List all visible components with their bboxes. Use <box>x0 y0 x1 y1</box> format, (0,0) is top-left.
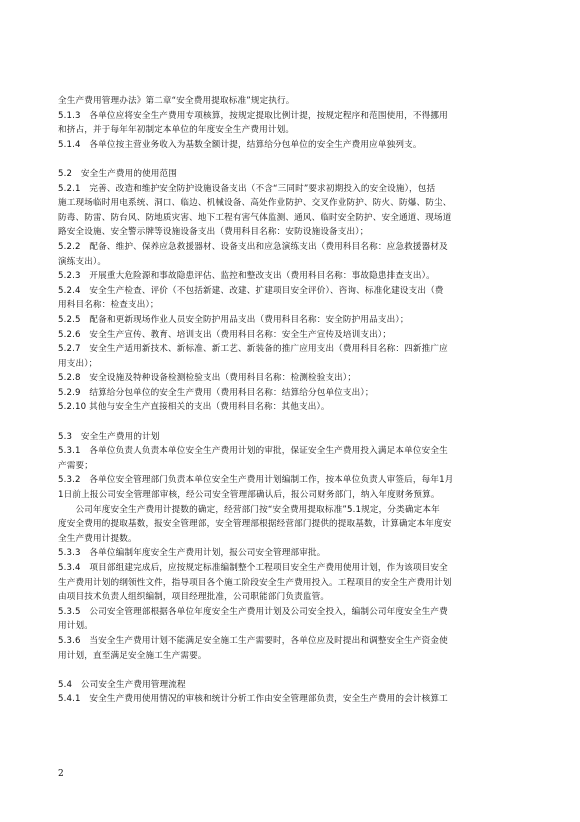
clause-5-3-2-line-1: 5.3.2 各单位安全管理部门负责本单位安全生产费用计划编制工作，按本单位负责人审签后，每年1月 <box>58 475 454 486</box>
clause-5-1-3-line-2: 和挤占，并于每年年初制定本单位的年度安全生产费用计划。 <box>58 125 295 136</box>
clause-5-3-4-line-1: 5.3.4 项目部组建完成后，应按规定标准编制整个工程项目安全生产费用使用计划，作为该项目安全 <box>58 563 448 573</box>
paragraph-spacer <box>58 415 528 430</box>
clause-5-3-4-line-2: 生产费用计划的纲领性文件，指导项目各个施工阶段安全生产费用投入。工程项目的安全生产费用计划 <box>58 577 452 588</box>
budget-paragraph-line-3: 全生产费用计提数。 <box>58 533 137 544</box>
clause-5-2-7-line-2: 用支出）； <box>58 358 98 369</box>
clause-5-2-6: 5.2.6 安全生产宣传、教育、培训支出（费用科目名称：安全生产宣传及培训支出）； <box>58 329 392 340</box>
clause-5-1-3-line-1: 5.1.3 各单位应将安全生产费用专项核算，按规定提取比例计提，按规定程序和范围使用，不得挪用 <box>58 110 448 121</box>
clause-5-2-1-line-2: 施工现场临时用电系统、洞口、临边、机械设备、高处作业防护、交叉作业防护、防火、防爆、防尘、 <box>58 198 452 209</box>
clause-5-2-7-line-1: 5.2.7 安全生产适用新技术、新标准、新工艺、新装备的推广应用支出（费用科目名称：四新推广应 <box>58 344 448 355</box>
text-line-continuation: 全生产费用管理办法》第二章“安全费用提取标准”规定执行。 <box>58 96 295 106</box>
section-5-4-heading: 5.4 公司安全生产费用管理流程 <box>58 679 186 690</box>
paragraph-spacer <box>58 663 528 678</box>
clause-5-3-1-line-1: 5.3.1 各单位负责人负责本单位安全生产费用计划的审批，保证安全生产费用投入满足本单位安全生 <box>58 446 448 457</box>
paragraph-spacer <box>58 152 528 167</box>
section-5-3-heading: 5.3 安全生产费用的计划 <box>58 431 160 442</box>
clause-5-2-10: 5.2.10 其他与安全生产直接相关的支出（费用科目名称：其他支出）。 <box>58 402 330 413</box>
clause-5-1-4: 5.1.4 各单位按主营业务收入为基数全额计提，结算给分包单位的安全生产费用应单独列支。 <box>58 139 422 150</box>
clause-5-2-4-line-1: 5.2.4 安全生产检查、评价（不包括新建、改建、扩建项目安全评价）、咨询、标准化建设支出（费 <box>58 285 444 296</box>
clause-5-3-6-line-1: 5.3.6 当安全生产费用计划不能满足安全施工生产需要时，各单位应及时提出和调整安全生产资金使 <box>58 635 448 646</box>
clause-5-2-1-line-4: 路安全设施、安全警示牌等设施设备支出（费用科目名称：安防设施设备支出）； <box>58 227 369 238</box>
clause-5-3-6-line-2: 用计划，直至满足安全施工生产需要。 <box>58 650 207 661</box>
clause-5-2-1-line-3: 防毒、防雷、防台风、防地质灾害、地下工程有害气体监测、通风、临时安全防护、安全通道、现场道 <box>58 212 452 223</box>
clause-5-2-2-line-1: 5.2.2 配备、维护、保养应急救援器材、设备支出和应急演练支出（费用科目名称：应急救援器材及 <box>58 241 448 252</box>
page-number: 2 <box>58 769 64 779</box>
clause-5-2-2-line-2: 演练支出）。 <box>58 256 107 267</box>
clause-5-3-2-line-2: 1日前上报公司安全管理部审核，经公司安全管理部确认后，报公司财务部门，纳入年度财务预算。 <box>58 490 440 501</box>
clause-5-3-5-line-2: 用计划。 <box>58 621 93 632</box>
budget-paragraph-line-2: 度安全费用的提取基数，报安全管理部，安全管理部根据经营部门提供的提取基数，计算确定本年度安 <box>58 519 452 530</box>
clause-5-4-1-line-1: 5.4.1 安全生产费用使用情况的审核和统计分析工作由安全管理部负责，安全生产费用的会计核算工 <box>58 694 448 705</box>
clause-5-3-3: 5.3.3 各单位编制年度安全生产费用计划，报公司安全管理部审批。 <box>58 548 326 559</box>
document-body <box>58 94 528 707</box>
clause-5-2-8: 5.2.8 安全设施及特种设备检测检验支出（费用科目名称：检测检验支出）； <box>58 373 357 384</box>
clause-5-2-1-line-1: 5.2.1 完善、改造和维护安全防护设施设备支出（不含“三同时”要求初期投入的安全设施），包括 <box>58 183 436 194</box>
clause-5-3-1-line-2: 产需要； <box>58 460 93 471</box>
clause-5-2-5: 5.2.5 配备和更新现场作业人员安全防护用品支出（费用科目名称：安全防护用品支出）； <box>58 314 409 325</box>
budget-paragraph-line-1: 公司年度安全生产费用计提数的确定，经营部门按“安全费用提取标准”5.1规定，分类确定本年 <box>58 504 440 515</box>
section-5-2-heading: 5.2 安全生产费用的使用范围 <box>58 168 178 179</box>
clause-5-2-3: 5.2.3 开展重大危险源和事故隐患评估、监控和整改支出（费用科目名称：事故隐患排查支出）。 <box>58 271 435 282</box>
clause-5-2-4-line-2: 用科目名称：检查支出）； <box>58 300 159 311</box>
clause-5-3-4-line-3: 由项目技术负责人组织编制，项目经理批准，公司职能部门负责监管。 <box>58 592 330 603</box>
clause-5-3-5-line-1: 5.3.5 公司安全管理部根据各单位年度安全生产费用计划及公司安全投入，编制公司年度安全生产费 <box>58 606 448 617</box>
clause-5-2-9: 5.2.9 结算给分包单位的安全生产费用（费用科目名称：结算给分包单位支出）； <box>58 387 374 398</box>
